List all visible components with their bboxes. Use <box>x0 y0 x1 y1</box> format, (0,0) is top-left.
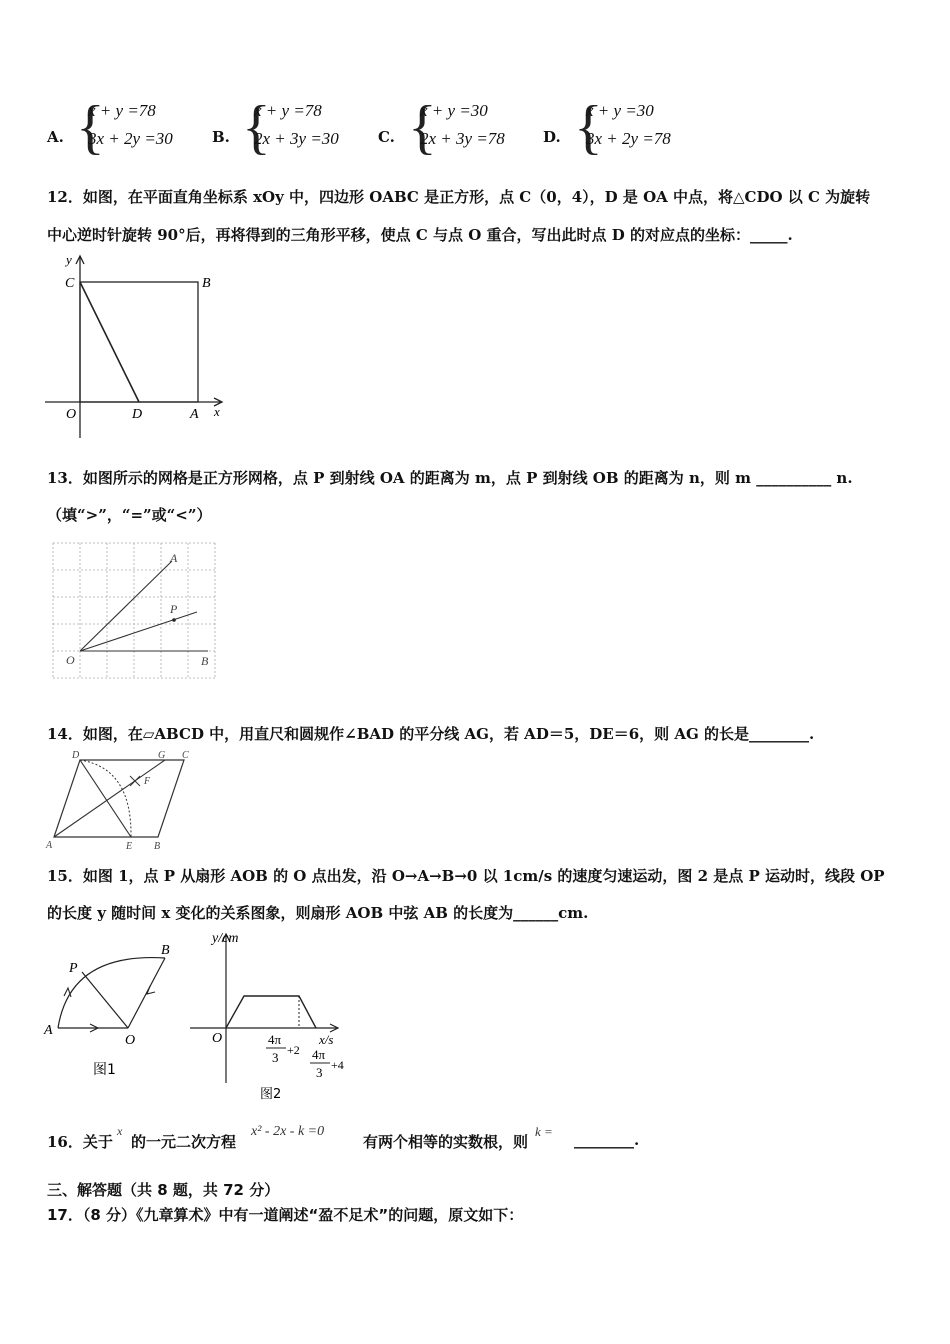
q16-k: k = <box>535 1124 553 1139</box>
q12-segment-cd <box>80 282 139 402</box>
option-b-eq1: x + y =78 <box>254 101 322 120</box>
q16-equation: x² - 2x - k =0 <box>251 1124 325 1139</box>
q15-segment-op <box>82 972 128 1028</box>
q15-fig2-tick1-add: +2 <box>287 1043 300 1057</box>
q12-label-b: B <box>202 276 211 291</box>
option-c-brace: { <box>408 94 437 160</box>
q14-label-b: B <box>154 841 161 852</box>
option-c-letter: C. <box>378 128 395 146</box>
q16-blank: ________. <box>574 1131 640 1149</box>
q12-label-o: O <box>66 407 77 422</box>
q13-line2: （填“>”，“=”或“<”） <box>47 506 212 524</box>
q14-parallelogram <box>54 760 184 837</box>
q11-options <box>0 95 950 165</box>
q14-label-g: G <box>158 750 166 761</box>
q15-fig2-xlabel: x/s <box>319 1032 334 1047</box>
q14-label-e: E <box>126 841 133 852</box>
q15-fig2-caption: 图2 <box>260 1087 282 1102</box>
q15-fig2-tick2-den: 3 <box>316 1065 323 1080</box>
q13-label-b: B <box>201 654 209 668</box>
q15-fig2-graph <box>226 996 316 1028</box>
q17-line: 17．（8 分）《九章算术》中有一道阐述“盈不足术”的问题，原文如下： <box>47 1206 524 1224</box>
q15-arrow-bo <box>147 986 155 994</box>
q16-var-x: x <box>117 1124 123 1138</box>
option-a-letter: A. <box>47 128 64 146</box>
q12-label-x: x <box>214 404 220 419</box>
q15-fig1-label-o: O <box>125 1033 136 1048</box>
q13-label-o: O <box>66 653 75 667</box>
q14-segment-dg-diag <box>80 760 131 837</box>
q15-figure2 <box>186 928 361 1103</box>
option-b-letter: B. <box>212 128 230 146</box>
option-d-system <box>586 97 671 153</box>
option-a-eq2: 3x + 2y =30 <box>88 129 173 148</box>
option-b-brace: { <box>242 94 271 160</box>
q13-ray-op <box>80 612 197 651</box>
q15-fig1-label-b: B <box>161 943 170 958</box>
option-b-system <box>254 97 339 153</box>
section3-title: 三、解答题（共 8 题，共 72 分） <box>47 1181 280 1199</box>
option-a-brace: { <box>76 94 105 160</box>
q15-fig2-tick1-num: 4π <box>268 1032 282 1047</box>
q13-grid <box>53 543 215 678</box>
q14-line1: 14．如图，在▱ABCD 中，用直尺和圆规作∠BAD 的平分线 AG，若 AD＝5，DE＝6，则 AG 的长是________. <box>47 725 815 743</box>
q14-figure <box>44 748 204 853</box>
q15-fig1-label-p: P <box>69 961 78 976</box>
q15-fig2-ylabel: y/cm <box>212 931 239 946</box>
q12-label-c: C <box>65 276 75 291</box>
q13-figure <box>50 540 220 682</box>
option-d-eq1: x + y =30 <box>586 101 654 120</box>
q13-point-p <box>172 618 176 622</box>
q15-figure1 <box>40 938 180 1083</box>
q12-line2: 中心逆时针旋转 90°后，再将得到的三角形平移，使点 C 与点 O 重合，写出此时点 D 的对应点的坐标：_____. <box>47 226 793 244</box>
option-a-eq1: x + y =78 <box>88 101 156 120</box>
option-c-system <box>420 97 505 153</box>
q15-fig2-tick1-den: 3 <box>272 1050 279 1065</box>
q16-part2: 的一元二次方程 <box>131 1133 237 1151</box>
q13-label-a: A <box>170 551 178 565</box>
q15-fig1-label-a: A <box>44 1023 53 1038</box>
q15-arrow-arc <box>64 988 71 997</box>
q12-label-a: A <box>190 407 199 422</box>
q12-figure <box>40 250 240 445</box>
q15-line1: 15．如图 1，点 P 从扇形 AOB 的 O 点出发，沿 O→A→B→0 以 1cm/s 的速度匀速运动，图 2 是点 P 运动时，线段 OP <box>47 867 885 885</box>
q15-fig2-label-o: O <box>212 1031 223 1046</box>
q15-fig1-caption: 图1 <box>93 1062 116 1078</box>
q12-label-y: y <box>66 252 72 267</box>
option-d-eq2: 3x + 2y =78 <box>586 129 671 148</box>
option-c-eq1: x + y =30 <box>420 101 488 120</box>
q12-label-d: D <box>132 407 143 422</box>
q14-segment-ag <box>54 760 165 837</box>
q15-fig2-tick2-add: +4 <box>331 1058 344 1072</box>
option-c-eq2: 2x + 3y =78 <box>420 129 505 148</box>
q13-label-p: P <box>170 602 178 616</box>
q16-line <box>47 1124 927 1158</box>
q14-label-d: D <box>72 750 80 761</box>
option-a-system <box>88 97 173 153</box>
q13-line1: 13．如图所示的网格是正方形网格，点 P 到射线 OA 的距离为 m，点 P 到射线 OB 的距离为 n，则 m __________ n. <box>47 469 853 487</box>
q16-part1: 16．关于 <box>47 1133 113 1151</box>
q15-fig2-tick2-num: 4π <box>312 1047 326 1062</box>
option-b-eq2: 2x + 3y =30 <box>254 129 339 148</box>
q12-line1: 12．如图，在平面直角坐标系 xOy 中，四边形 OABC 是正方形，点 C（0，4），D 是 OA 中点，将△CDO 以 C 为旋转 <box>47 188 871 206</box>
q13-ray-oa <box>80 561 172 651</box>
q15-radius-ob <box>128 958 165 1028</box>
option-d-brace: { <box>574 94 603 160</box>
q14-label-f: F <box>144 776 151 787</box>
q12-square-oabc <box>80 282 198 402</box>
q16-part3: 有两个相等的实数根，则 <box>363 1133 529 1151</box>
q14-label-c: C <box>182 750 189 761</box>
q14-label-a: A <box>46 840 53 851</box>
q15-line2: 的长度 y 随时间 x 变化的关系图象，则扇形 AOB 中弦 AB 的长度为______cm. <box>47 904 589 922</box>
option-d-letter: D. <box>543 128 561 146</box>
